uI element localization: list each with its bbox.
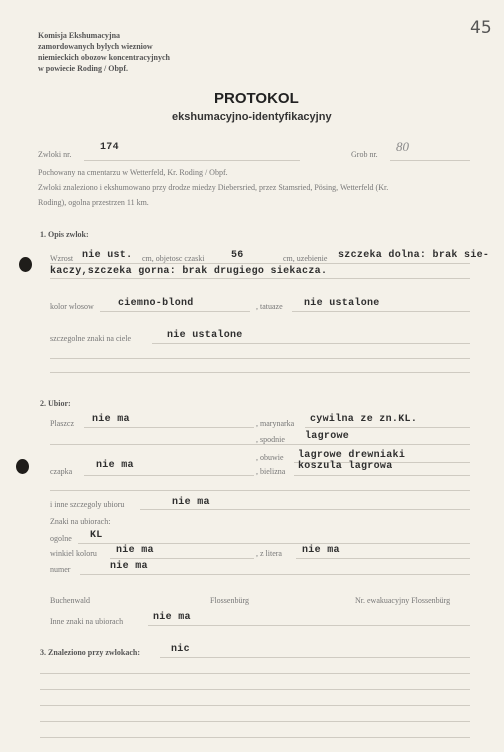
numer-value: nie ma xyxy=(110,561,148,572)
page-number: 45 xyxy=(470,18,492,38)
zwloki-value: 174 xyxy=(100,142,119,153)
uzebienie-continuation: kaczy,szczeka gorna: brak drugiego siekacza. xyxy=(50,266,328,277)
znaki-na-ciele-value: nie ustalone xyxy=(167,330,243,341)
org-header-line-2: zamordowanych bylych wiezniow xyxy=(38,42,153,51)
czaszka-value: 56 xyxy=(231,250,244,261)
uzebienie-label: cm, uzebienie xyxy=(283,254,328,263)
obuwie-label: , obuwie xyxy=(256,453,284,462)
section-3-heading: 3. Znaleziono przy zwlokach: xyxy=(40,648,140,657)
tatuaze-label: , tatuaze xyxy=(256,302,283,311)
wzrost-label: Wzrost xyxy=(50,254,74,263)
spodnie-value: lagrowe xyxy=(305,431,350,442)
plaszcz-value: nie ma xyxy=(92,414,130,425)
bielizna-label: , bielizna xyxy=(256,467,286,476)
spodnie-label: , spodnie xyxy=(256,435,285,444)
zwloki-label: Zwloki nr. xyxy=(38,150,72,159)
document-subtitle: ekshumacyjno-identyfikacyjny xyxy=(172,111,332,123)
bielizna-value: koszula lagrowa xyxy=(298,461,393,472)
winkiel-value: nie ma xyxy=(116,545,154,556)
znaki-na-ubiorach-heading: Znaki na ubiorach: xyxy=(50,517,111,526)
document-title: PROTOKOL xyxy=(214,90,299,107)
numer-label: numer xyxy=(50,565,71,574)
grob-label: Grob nr. xyxy=(351,150,378,159)
obuwie-value: lagrowe drewniaki xyxy=(298,450,406,461)
nr-ewakuacyjny-flossenburg: Nr. ewakuacyjny Flossenbürg xyxy=(355,596,451,605)
uzebienie-value: szczeka dolna: brak sie- xyxy=(338,250,490,261)
czapka-value: nie ma xyxy=(96,460,134,471)
punch-hole-top xyxy=(19,257,32,272)
org-header-line-4: w powiecie Roding / Obpf. xyxy=(38,64,129,73)
intro-line-2: Zwloki znaleziono i ekshumowano przy drodze miedzy Diebersried, przez Stamsried, Pösing, Wetterfeld (Kr. xyxy=(38,183,389,192)
intro-line-1: Pochowany na cmentarzu w Wetterfeld, Kr. Roding / Obpf. xyxy=(38,168,228,177)
org-header-line-1: Komisja Ekshumacyjna xyxy=(38,31,121,40)
plaszcz-label: Plaszcz xyxy=(50,419,74,428)
inne-znaki-value: nie ma xyxy=(153,612,191,623)
camp-flossenburg: Flossenbürg xyxy=(210,596,249,605)
marynarka-value: cywilna ze zn.KL. xyxy=(310,414,418,425)
znaki-na-ciele-label: szczegolne znaki na ciele xyxy=(50,334,132,343)
section-1-heading: 1. Opis zwlok: xyxy=(40,230,89,239)
winkiel-label: winkiel koloru xyxy=(50,549,97,558)
section-3-value: nic xyxy=(171,644,190,655)
czapka-label: czapka xyxy=(50,467,73,476)
wzrost-value: nie ust. xyxy=(82,250,133,261)
ogolne-value: KL xyxy=(90,530,103,541)
kolor-wlosow-label: kolor wlosow xyxy=(50,302,94,311)
grob-value: 80 xyxy=(396,139,409,154)
inne-szczegoly-label: i inne szczegoly ubioru xyxy=(50,500,125,509)
tatuaze-value: nie ustalone xyxy=(304,298,380,309)
inne-znaki-label: Inne znaki na ubiorach xyxy=(50,617,124,626)
litera-label: , z litera xyxy=(256,549,282,558)
ogolne-label: ogolne xyxy=(50,534,72,543)
kolor-wlosow-value: ciemno-blond xyxy=(118,298,194,309)
inne-szczegoly-value: nie ma xyxy=(172,497,210,508)
intro-line-3: Roding), ogolna przestrzen 11 km. xyxy=(38,198,149,207)
org-header-line-3: niemieckich obozow koncentracyjnych xyxy=(38,53,170,62)
litera-value: nie ma xyxy=(302,545,340,556)
punch-hole-bottom xyxy=(16,459,29,474)
section-2-heading: 2. Ubior: xyxy=(40,399,71,408)
marynarka-label: , marynarka xyxy=(256,419,295,428)
czaszka-label: cm, objetosc czaski xyxy=(142,254,205,263)
camp-buchenwald: Buchenwald xyxy=(50,596,90,605)
